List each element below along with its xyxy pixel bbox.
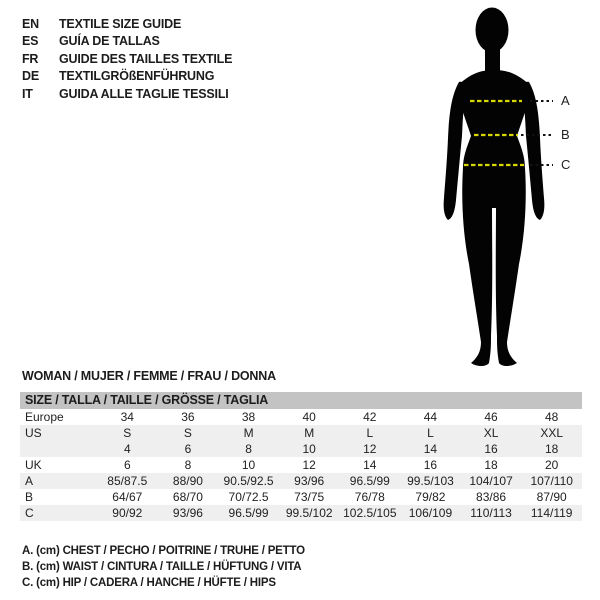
size-cell: 64/67 <box>112 490 143 504</box>
size-cell: 16 <box>423 458 438 472</box>
row-label: US <box>25 426 42 440</box>
size-cell: 87/90 <box>536 490 567 504</box>
size-cell: 99.5/102 <box>285 506 333 520</box>
size-cell: 99.5/103 <box>407 474 454 488</box>
size-cell: 40 <box>302 410 316 424</box>
table-row-us-numbers <box>20 441 582 457</box>
row-label: Europe <box>25 410 64 424</box>
size-cell: 107/110 <box>530 474 573 488</box>
size-cell: 68/70 <box>172 490 203 504</box>
language-code: DE <box>22 69 39 84</box>
size-cell: 48 <box>545 410 559 424</box>
size-cell: L <box>427 426 434 440</box>
legend-line-hip: C. (cm) HIP / CADERA / HANCHE / HÜFTE / HIPS <box>22 577 276 589</box>
size-cell: 73/75 <box>294 490 325 504</box>
size-cell: 102.5/105 <box>343 506 397 520</box>
size-cell: 10 <box>241 458 256 472</box>
legend-line-waist: B. (cm) WAIST / CINTURA / TAILLE / HÜFTUNG / VITA <box>22 561 302 573</box>
size-cell: 16 <box>484 442 498 456</box>
size-table-header: SIZE / TALLA / TAILLE / GRÖSSE / TAGLIA <box>20 392 582 409</box>
size-cell: 10 <box>302 442 316 456</box>
size-cell: 18 <box>484 458 498 472</box>
language-label: GUIDA ALLE TAGLIE TESSILI <box>59 86 229 101</box>
size-cell: 85/87.5 <box>107 474 148 488</box>
size-cell: 70/72.5 <box>228 490 269 504</box>
size-cell: 6 <box>123 458 131 472</box>
size-cell: XL <box>483 426 499 440</box>
size-cell: 8 <box>245 442 252 456</box>
size-cell: 14 <box>423 442 438 456</box>
size-cell: 38 <box>241 410 256 424</box>
marker-label-waist: B <box>561 127 570 142</box>
size-cell: XXL <box>540 426 564 440</box>
size-cell: 93/96 <box>172 506 203 520</box>
marker-label-chest: A <box>561 93 570 108</box>
language-label: GUIDE DES TAILLES TEXTILE <box>59 51 233 66</box>
language-label: TEXTILGRÖßENFÜHRUNG <box>59 69 215 84</box>
size-cell: 20 <box>545 458 559 472</box>
body-silhouette-figure <box>400 0 600 380</box>
language-item-de <box>22 68 232 86</box>
language-item-it <box>22 85 232 103</box>
size-cell: 4 <box>123 442 131 456</box>
table-row-waist <box>20 489 582 505</box>
size-cell: 46 <box>484 410 498 424</box>
size-cell: 18 <box>545 442 559 456</box>
language-list <box>22 15 232 103</box>
size-cell: 83/86 <box>476 490 507 504</box>
size-cell: 6 <box>184 442 192 456</box>
table-row-hip <box>20 505 582 521</box>
size-cell: 93/96 <box>294 474 325 488</box>
size-cell: M <box>304 426 315 440</box>
size-cell: 34 <box>120 410 134 424</box>
size-cell: L <box>366 426 374 440</box>
size-cell: M <box>243 426 254 440</box>
row-label: A <box>25 474 34 488</box>
legend-line-chest: A. (cm) CHEST / PECHO / POITRINE / TRUHE / PETTO <box>22 545 305 557</box>
size-cell: 76/78 <box>354 490 385 504</box>
size-cell: S <box>123 426 132 440</box>
language-code: ES <box>22 34 39 49</box>
table-row-chest <box>20 473 582 489</box>
language-item-fr <box>22 50 232 68</box>
size-table <box>20 392 582 521</box>
table-row-uk <box>20 457 582 473</box>
size-cell: 96.5/99 <box>349 474 390 488</box>
size-cell: 106/109 <box>408 506 453 520</box>
size-cell: 90/92 <box>112 506 143 520</box>
language-code: IT <box>22 86 33 101</box>
size-cell: 79/82 <box>415 490 446 504</box>
size-cell: 12 <box>302 458 316 472</box>
marker-label-hip: C <box>561 157 571 172</box>
language-label: TEXTILE SIZE GUIDE <box>59 16 182 31</box>
language-item-en <box>22 15 232 33</box>
table-row-europe <box>20 409 582 425</box>
size-cell: 12 <box>363 442 377 456</box>
size-cell: 96.5/99 <box>228 506 269 520</box>
row-label: C <box>25 506 34 520</box>
language-code: EN <box>22 16 39 31</box>
language-item-es <box>22 33 232 51</box>
size-cell: 14 <box>363 458 377 472</box>
measurement-legend <box>22 543 305 591</box>
size-cell: 42 <box>363 410 377 424</box>
row-label: B <box>25 490 34 504</box>
size-cell: 36 <box>181 410 195 424</box>
size-cell: 8 <box>184 458 192 472</box>
size-cell: 114/119 <box>530 506 573 520</box>
size-cell: S <box>183 426 192 440</box>
language-label: GUÍA DE TALLAS <box>59 34 160 49</box>
row-label: UK <box>25 458 42 472</box>
language-code: FR <box>22 51 39 66</box>
size-cell: 104/107 <box>469 474 513 488</box>
table-row-us-letters <box>20 425 582 441</box>
woman-silhouette-icon <box>400 0 600 380</box>
size-cell: 110/113 <box>470 506 512 520</box>
size-cell: 88/90 <box>172 474 203 488</box>
size-cell: 44 <box>423 410 438 424</box>
size-cell: 90.5/92.5 <box>223 474 274 488</box>
gender-heading: WOMAN / MUJER / FEMME / FRAU / DONNA <box>22 369 276 383</box>
